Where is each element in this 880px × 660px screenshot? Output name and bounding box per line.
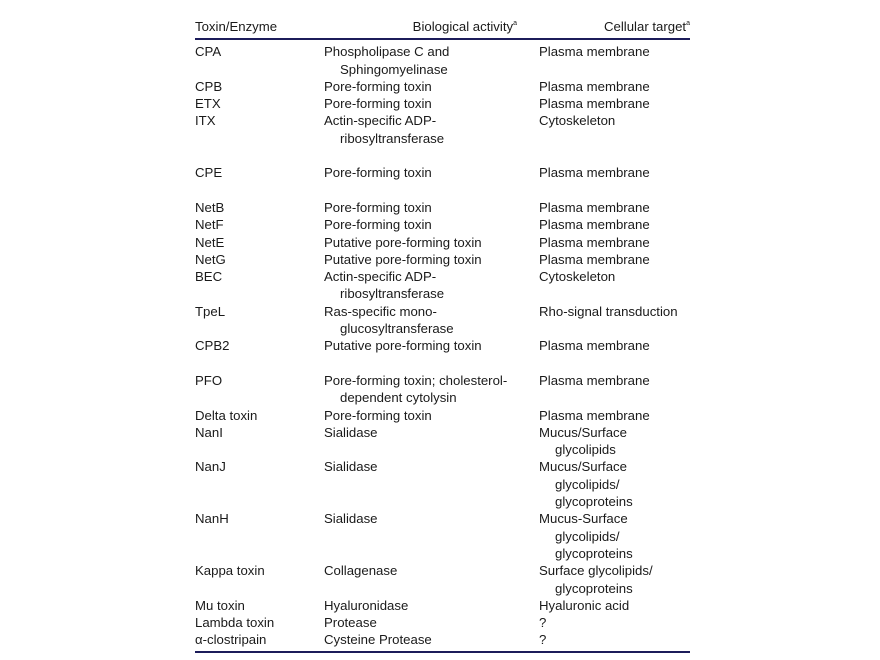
cell-activity (324, 303, 539, 338)
activity-line: glucosyltransferase (340, 321, 454, 337)
toxin-name: PFO (195, 372, 223, 388)
cell-activity (324, 39, 539, 78)
target-line: Plasma membrane (539, 217, 650, 233)
cell-target (539, 372, 690, 407)
activity-line: Sphingomyelinase (340, 61, 448, 77)
cell-activity (324, 510, 539, 562)
target-line: Plasma membrane (539, 165, 650, 181)
target-line: Hyaluronic acid (539, 597, 630, 613)
cell-target (539, 614, 690, 631)
cell-target (539, 234, 690, 251)
toxin-name: CPE (195, 165, 223, 181)
toxin-name: BEC (195, 269, 223, 285)
target-line: glycolipids/ (555, 528, 620, 544)
table-row (195, 78, 690, 95)
cell-target (539, 268, 690, 303)
cell-target (539, 251, 690, 268)
cell-target (539, 407, 690, 424)
table-row (195, 234, 690, 251)
toxin-name: NetF (195, 217, 224, 233)
toxin-name: CPB2 (195, 338, 230, 354)
cell-activity (324, 95, 539, 112)
activity-line: Pore-forming toxin (324, 96, 432, 112)
header-biological-activity (324, 14, 539, 39)
activity-line: Putative pore-forming toxin (324, 234, 482, 250)
toxin-name: α-clostripain (195, 632, 267, 648)
table-row (195, 251, 690, 268)
table-header (195, 14, 690, 39)
cell-toxin (195, 407, 324, 424)
footnote-marker: a (513, 20, 517, 27)
cell-activity (324, 78, 539, 95)
activity-line: Putative pore-forming toxin (324, 251, 482, 267)
target-line: Plasma membrane (539, 251, 650, 267)
cell-target (539, 562, 690, 597)
toxin-name: NetB (195, 199, 225, 215)
table-row (195, 95, 690, 112)
toxin-name: CPA (195, 44, 222, 60)
target-line: Plasma membrane (539, 44, 650, 60)
activity-line: ribosyltransferase (340, 286, 445, 302)
cell-target (539, 216, 690, 233)
cell-activity (324, 562, 539, 597)
activity-line: Pore-forming toxin (324, 165, 432, 181)
cell-target (539, 164, 690, 199)
cell-activity (324, 458, 539, 510)
target-line: Plasma membrane (539, 234, 650, 250)
cell-target (539, 424, 690, 459)
cell-target (539, 337, 690, 372)
table-row (195, 303, 690, 338)
cell-toxin (195, 164, 324, 199)
table-row (195, 562, 690, 597)
cell-target (539, 597, 690, 614)
cell-toxin (195, 303, 324, 338)
cell-activity (324, 407, 539, 424)
target-line: Cytoskeleton (539, 113, 616, 129)
cell-activity (324, 268, 539, 303)
target-line: Plasma membrane (539, 372, 650, 388)
target-line: ? (539, 632, 547, 648)
target-line: glycoproteins (555, 580, 633, 596)
header-biological-activity-label: Biological activity (412, 19, 514, 34)
target-line: glycolipids (555, 442, 616, 458)
toxin-name: TpeL (195, 303, 226, 319)
table-row (195, 199, 690, 216)
target-line: Plasma membrane (539, 78, 650, 94)
cell-target (539, 199, 690, 216)
cell-toxin (195, 216, 324, 233)
activity-line: Sialidase (324, 424, 378, 440)
target-line: Mucus/Surface (539, 424, 627, 440)
cell-toxin (195, 458, 324, 510)
target-line: glycoproteins (555, 494, 633, 510)
table-row (195, 337, 690, 372)
cell-toxin (195, 95, 324, 112)
cell-toxin (195, 631, 324, 651)
toxin-name: NetG (195, 251, 226, 267)
activity-line: Cysteine Protease (324, 632, 432, 648)
table-body (195, 39, 690, 651)
cell-toxin (195, 510, 324, 562)
cell-toxin (195, 614, 324, 631)
target-line: Plasma membrane (539, 96, 650, 112)
target-line: Rho-signal transduction (539, 303, 678, 319)
header-row (195, 14, 690, 39)
toxin-name: ETX (195, 96, 221, 112)
toxin-name: NanI (195, 424, 223, 440)
cell-activity (324, 424, 539, 459)
cell-activity (324, 631, 539, 651)
activity-line: Protease (324, 615, 377, 631)
activity-line: dependent cytolysin (340, 390, 457, 406)
activity-line: ribosyltransferase (340, 130, 445, 146)
header-toxin-enzyme-label: Toxin/Enzyme (195, 19, 278, 34)
activity-line: Actin-specific ADP- (324, 269, 437, 285)
cell-toxin (195, 39, 324, 78)
target-line: glycolipids/ (555, 476, 620, 492)
toxin-table (195, 14, 690, 653)
toxin-name: NanH (195, 511, 229, 527)
target-line: Surface glycolipids/ (539, 563, 653, 579)
table-row (195, 614, 690, 631)
activity-line: Sialidase (324, 459, 378, 475)
cell-activity (324, 234, 539, 251)
activity-line: Pore-forming toxin; cholesterol- (324, 372, 508, 388)
cell-toxin (195, 562, 324, 597)
table-row (195, 510, 690, 562)
activity-line: Pore-forming toxin (324, 78, 432, 94)
cell-toxin (195, 112, 324, 164)
target-line: Plasma membrane (539, 338, 650, 354)
cell-target (539, 78, 690, 95)
cell-toxin (195, 597, 324, 614)
toxin-name: Lambda toxin (195, 615, 275, 631)
cell-toxin (195, 199, 324, 216)
cell-target (539, 39, 690, 78)
cell-toxin (195, 337, 324, 372)
cell-target (539, 112, 690, 164)
cell-activity (324, 337, 539, 372)
cell-activity (324, 164, 539, 199)
toxin-name: Mu toxin (195, 597, 245, 613)
activity-line: Sialidase (324, 511, 378, 527)
cell-activity (324, 112, 539, 164)
table-row (195, 458, 690, 510)
header-toxin-enzyme (195, 14, 324, 39)
toxin-table-container (195, 14, 690, 653)
toxin-name: Kappa toxin (195, 563, 265, 579)
activity-line: Hyaluronidase (324, 597, 409, 613)
table-row (195, 424, 690, 459)
cell-target (539, 303, 690, 338)
header-cellular-target (539, 14, 690, 39)
cell-toxin (195, 234, 324, 251)
cell-toxin (195, 372, 324, 407)
target-line: Cytoskeleton (539, 269, 616, 285)
table-row (195, 39, 690, 78)
target-line: Plasma membrane (539, 199, 650, 215)
cell-toxin (195, 424, 324, 459)
cell-activity (324, 372, 539, 407)
footnote-marker: a (686, 20, 690, 27)
cell-activity (324, 597, 539, 614)
activity-line: Collagenase (324, 563, 398, 579)
target-line: Mucus/Surface (539, 459, 627, 475)
cell-target (539, 95, 690, 112)
cell-toxin (195, 268, 324, 303)
activity-line: Pore-forming toxin (324, 217, 432, 233)
table-row (195, 597, 690, 614)
cell-target (539, 510, 690, 562)
table-row (195, 407, 690, 424)
cell-target (539, 631, 690, 651)
cell-toxin (195, 251, 324, 268)
table-row (195, 631, 690, 651)
toxin-name: ITX (195, 113, 216, 129)
table-row (195, 372, 690, 407)
activity-line: Phospholipase C and (324, 44, 450, 60)
activity-line: Pore-forming toxin (324, 199, 432, 215)
cell-toxin (195, 78, 324, 95)
cell-activity (324, 251, 539, 268)
cell-activity (324, 614, 539, 631)
cell-activity (324, 216, 539, 233)
activity-line: Ras-specific mono- (324, 303, 437, 319)
header-cellular-target-label: Cellular target (604, 19, 687, 34)
toxin-name: NanJ (195, 459, 226, 475)
table-row (195, 164, 690, 199)
toxin-name: CPB (195, 78, 223, 94)
toxin-name: Delta toxin (195, 407, 258, 423)
cell-target (539, 458, 690, 510)
table-row (195, 216, 690, 233)
table-row (195, 268, 690, 303)
toxin-name: NetE (195, 234, 225, 250)
activity-line: Actin-specific ADP- (324, 113, 437, 129)
target-line: glycoproteins (555, 545, 633, 561)
activity-line: Pore-forming toxin (324, 407, 432, 423)
target-line: Mucus-Surface (539, 511, 628, 527)
table-row (195, 112, 690, 164)
cell-activity (324, 199, 539, 216)
activity-line: Putative pore-forming toxin (324, 338, 482, 354)
target-line: Plasma membrane (539, 407, 650, 423)
target-line: ? (539, 615, 547, 631)
